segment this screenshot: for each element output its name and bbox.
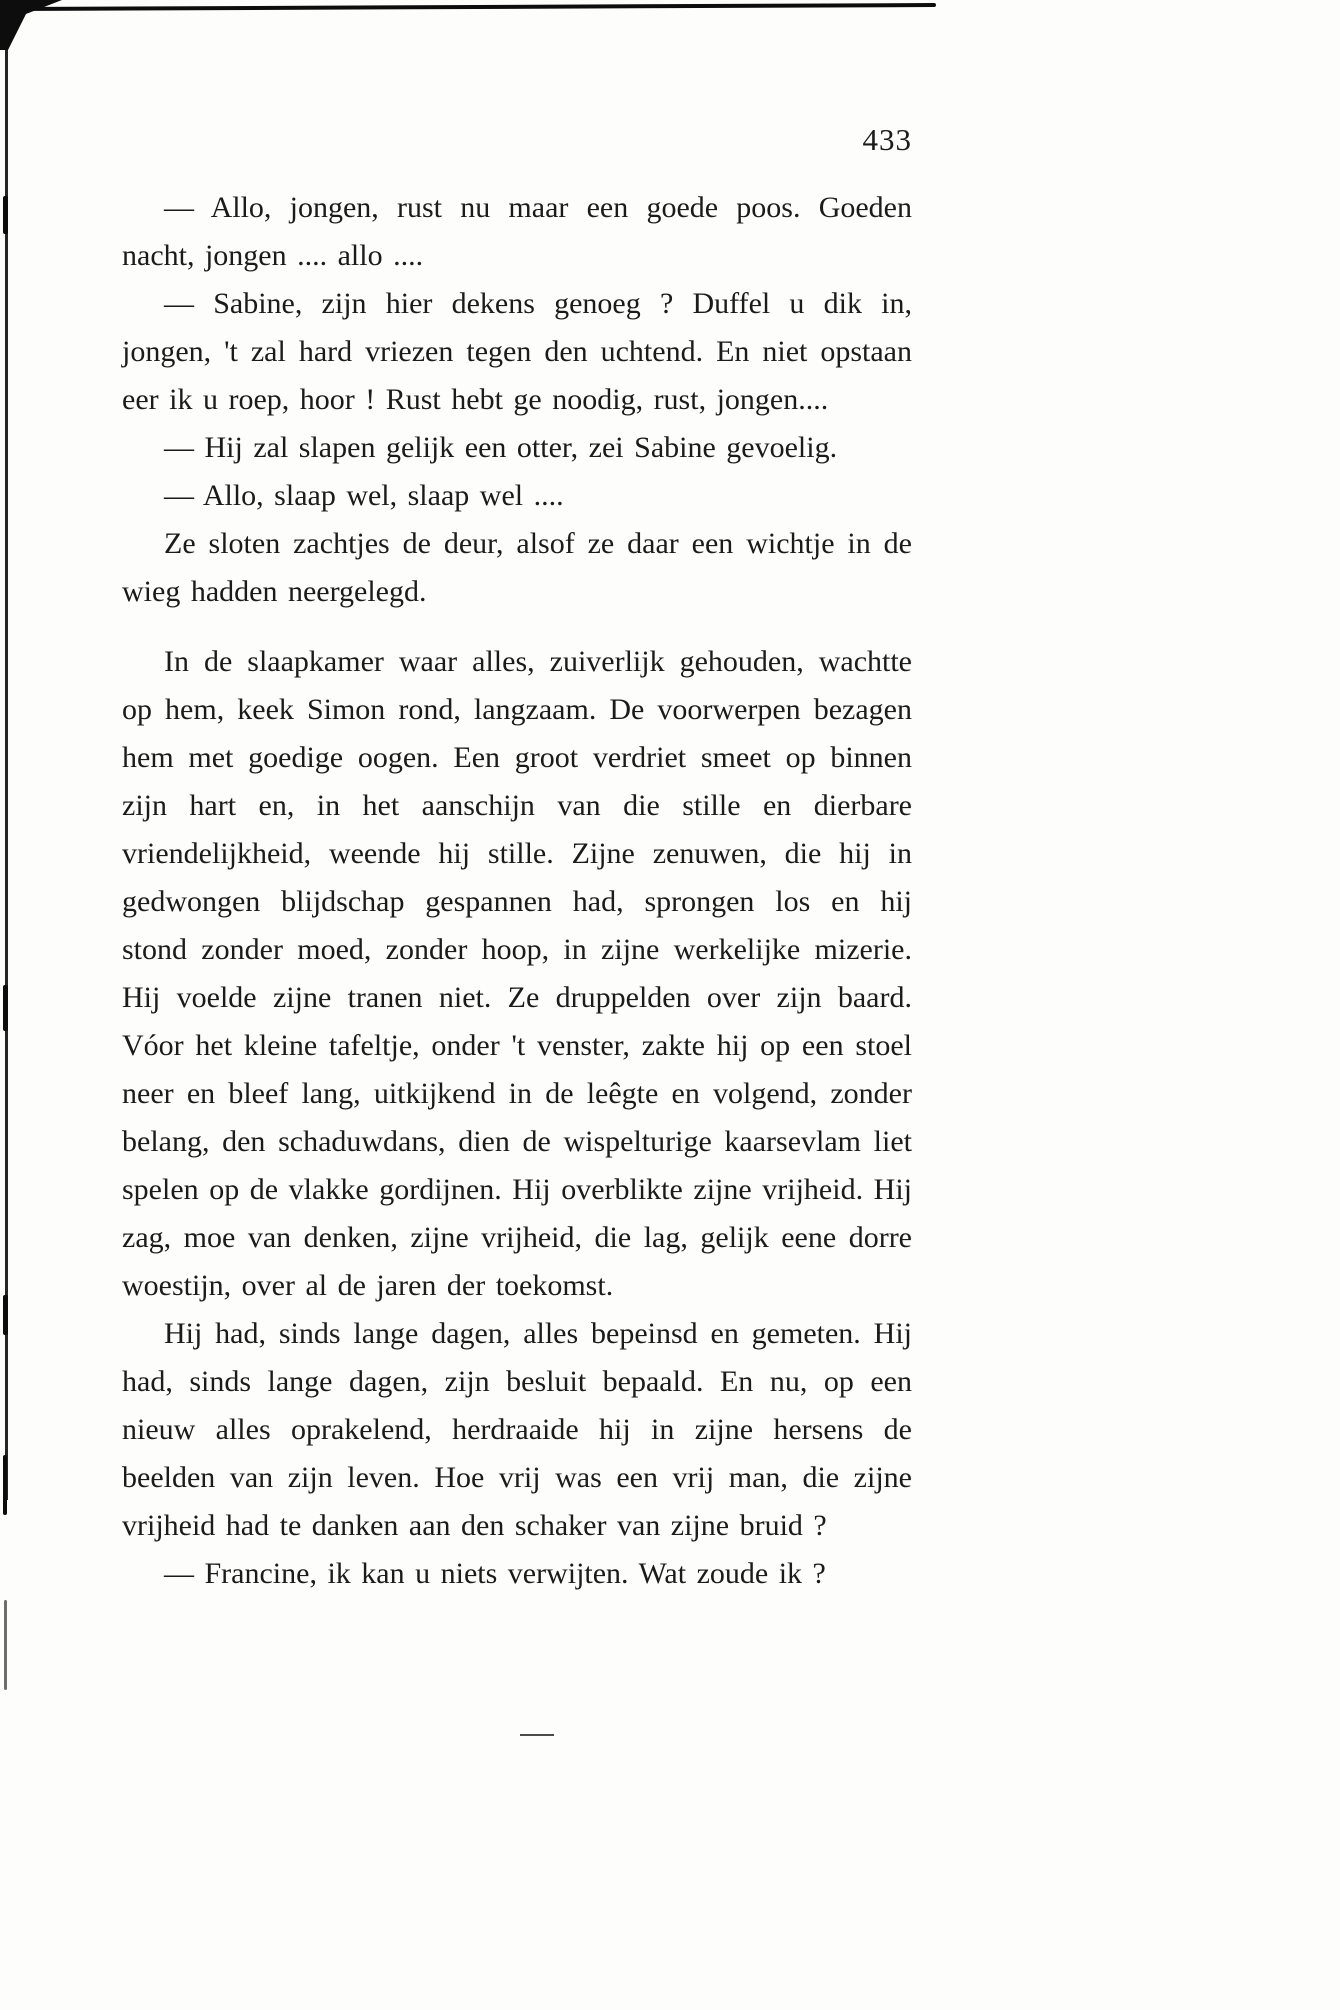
scan-artifact-left-mark	[3, 985, 8, 1031]
dialogue-paragraph: — Allo, slaap wel, slaap wel ....	[164, 479, 564, 512]
narrative-paragraph: Hij had, sinds lange dagen, alles bepeinsd en gemeten. Hij had, sinds lange dagen, zijn besluit bepaald. En nu, op een nieuw alles oprakelend, herdraaide hij in zijne hersens de beelden van zijn leven. Hoe vrij was een vrij man, die zijne vrijheid had te danken aan den schaker van zijne bruid ?	[122, 1317, 912, 1542]
dialogue-paragraph: — Allo, jongen, rust nu maar een goede poos. Goeden nacht, jongen .... allo ....	[122, 191, 912, 272]
dialogue-paragraph: — Francine, ik kan u niets verwijten. Wat zoude ik ?	[164, 1557, 826, 1590]
page-number: 433	[862, 122, 912, 157]
dialogue-paragraph: — Hij zal slapen gelijk een otter, zei Sabine gevoelig.	[164, 431, 838, 464]
scan-artifact-top-line	[14, 3, 936, 11]
scan-artifact-left-mark	[3, 196, 8, 234]
scan-artifact-left-mark	[4, 1600, 7, 1690]
body-text	[122, 184, 912, 1598]
narrative-paragraph: In de slaapkamer waar alles, zuiverlijk gehouden, wachtte op hem, keek Simon rond, langzaam. De voorwerpen bezagen hem met goedige oogen. Een groot verdriet smeet op binnen zijn hart en, in het aanschijn van die stille en dierbare vriendelijkheid, weende hij stille. Zijne zenuwen, die hij in gedwongen blijdschap gespannen had, sprongen los en hij stond zonder moed, zonder hoop, in zijne werkelijke mizerie. Hij voelde zijne tranen niet. Ze druppelden over zijn baard. Vóor het kleine tafeltje, onder 't venster, zakte hij op een stoel neer en bleef lang, uitkijkend in de leêgte en volgend, zonder belang, den schaduwdans, dien de wispelturige kaarsevlam liet spelen op de vlakke gordijnen. Hij overblikte zijne vrijheid. Hij zag, moe van denken, zijne vrijheid, die lag, gelijk eene dorre woestijn, over al de jaren der toekomst.	[122, 645, 912, 1302]
scan-artifact-left-mark	[3, 1295, 8, 1335]
dialogue-paragraph: — Sabine, zijn hier dekens genoeg ? Duffel u dik in, jongen, 't zal hard vriezen tegen den uchtend. En niet opstaan eer ik u roep, hoor ! Rust hebt ge noodig, rust, jongen....	[122, 287, 912, 416]
scan-artifact-left-mark	[3, 1455, 7, 1515]
narrative-paragraph: Ze sloten zachtjes de deur, alsof ze daar een wichtje in de wieg hadden neergelegd.	[122, 527, 912, 608]
scan-artifact-underline	[520, 1734, 554, 1736]
